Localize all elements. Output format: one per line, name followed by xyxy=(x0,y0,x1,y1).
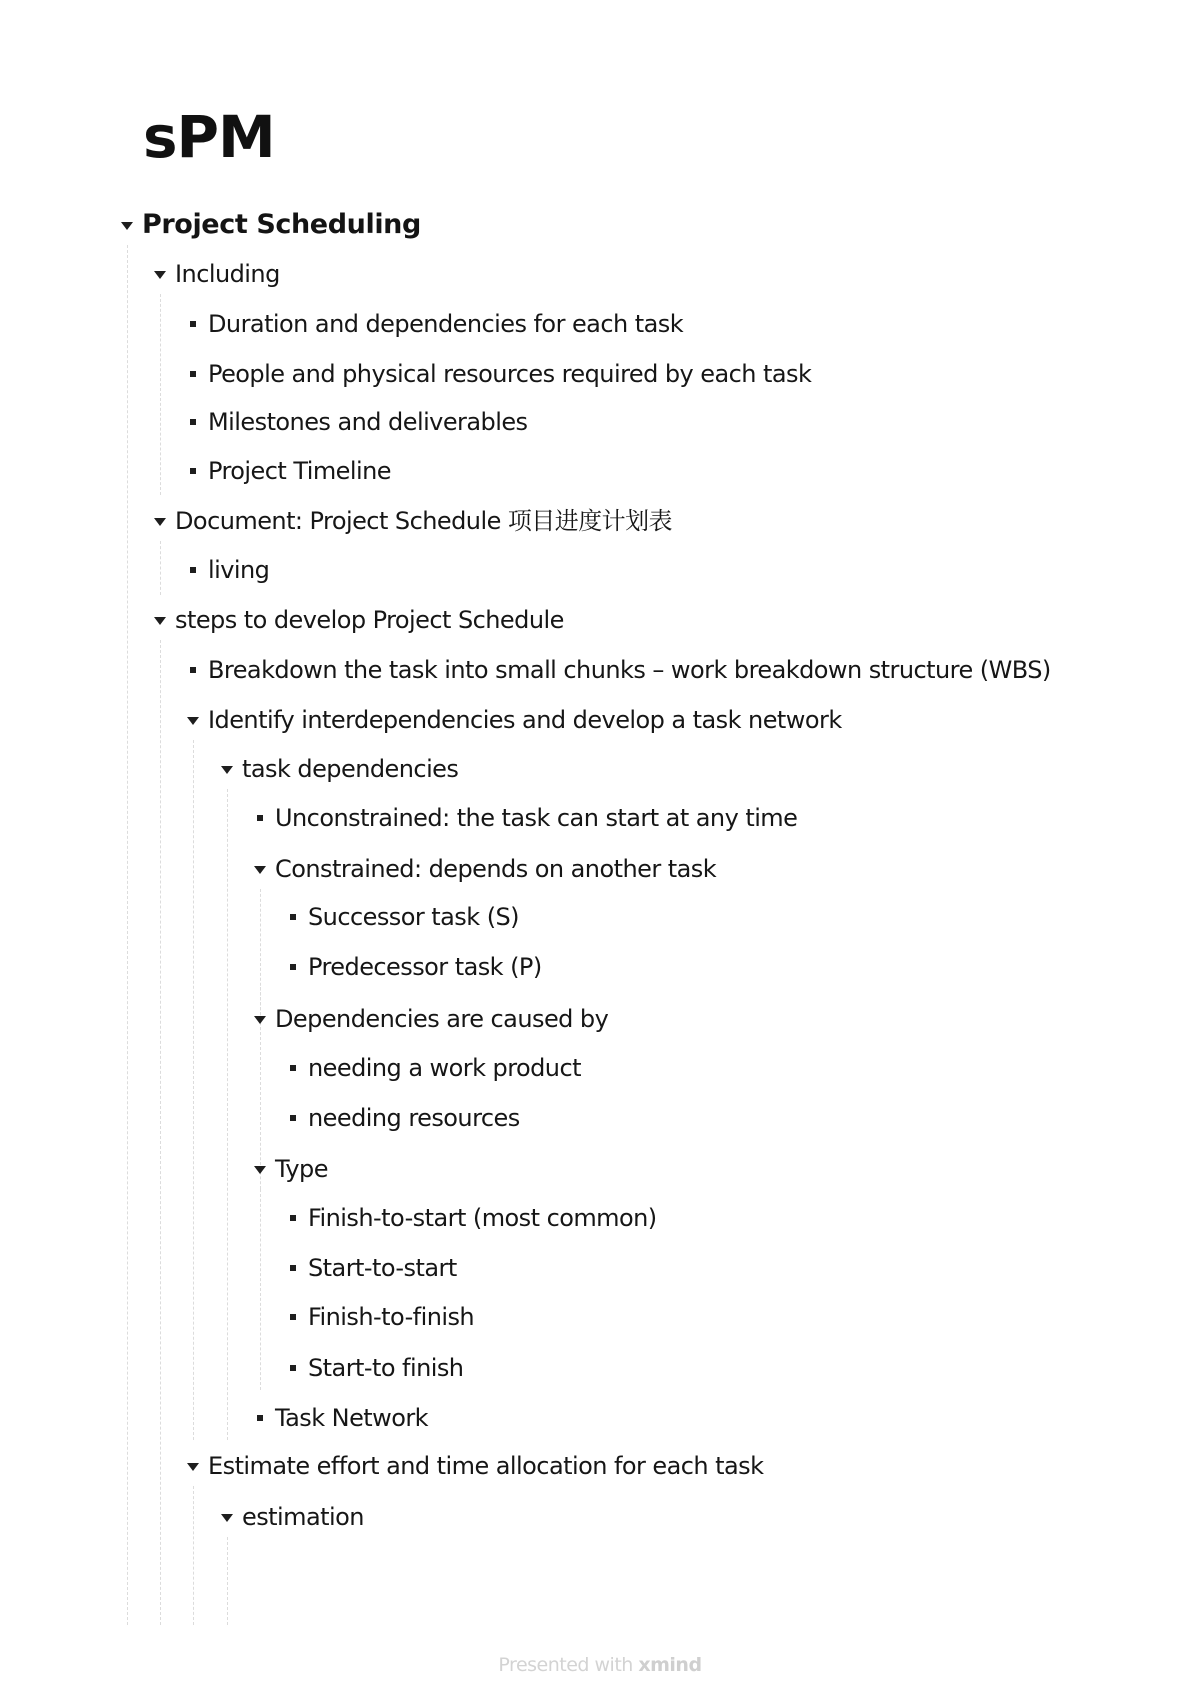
outline-topic-duration-and-dependencies-for-each-task[interactable] xyxy=(178,304,683,344)
triangle-down-icon xyxy=(254,1016,266,1024)
collapse-arrow-icon[interactable] xyxy=(112,221,142,230)
bullet-icon xyxy=(278,1314,308,1320)
square-bullet-icon xyxy=(190,468,196,474)
outline-topic-finish-to-finish[interactable] xyxy=(278,1297,474,1337)
outline-topic-unconstrained-the-task-can-start-at-any-[interactable] xyxy=(245,798,797,838)
topic-label: Document: Project Schedule 项目进度计划表 xyxy=(175,507,673,535)
collapse-arrow-icon[interactable] xyxy=(245,1015,275,1024)
topic-label: Including xyxy=(175,260,280,288)
square-bullet-icon xyxy=(190,419,196,425)
bullet-icon xyxy=(278,964,308,970)
triangle-down-icon xyxy=(187,1463,199,1471)
topic-label: Finish-to-start (most common) xyxy=(308,1204,657,1232)
outline-topic-estimate-effort-and-time-allocation-for-[interactable] xyxy=(178,1446,763,1486)
topic-label: Project Timeline xyxy=(208,457,391,485)
outline-guide-line xyxy=(127,245,128,1625)
outline-topic-including[interactable] xyxy=(145,254,280,294)
outline-topic-start-to-finish[interactable] xyxy=(278,1348,463,1388)
bullet-icon xyxy=(278,914,308,920)
square-bullet-icon xyxy=(290,1265,296,1271)
collapse-arrow-icon[interactable] xyxy=(212,765,242,774)
outline-topic-milestones-and-deliverables[interactable] xyxy=(178,402,528,442)
bullet-icon xyxy=(245,1415,275,1421)
square-bullet-icon xyxy=(290,964,296,970)
topic-label: Dependencies are caused by xyxy=(275,1005,609,1033)
outline-topic-living[interactable] xyxy=(178,550,269,590)
outline-guide-line xyxy=(227,1537,228,1625)
outline-topic-needing-a-work-product[interactable] xyxy=(278,1048,581,1088)
topic-label: Estimate effort and time allocation for each task xyxy=(208,1452,764,1480)
triangle-down-icon xyxy=(221,766,233,774)
outline-topic-constrained-depends-on-another-task[interactable] xyxy=(245,849,716,889)
square-bullet-icon xyxy=(190,321,196,327)
bullet-icon xyxy=(178,667,208,673)
topic-label: Task Network xyxy=(275,1404,429,1432)
square-bullet-icon xyxy=(290,1365,296,1371)
presented-with-footer xyxy=(0,1654,1200,1676)
collapse-arrow-icon[interactable] xyxy=(145,517,175,526)
triangle-down-icon xyxy=(221,1514,233,1522)
outline-guide-line xyxy=(160,640,161,1625)
topic-label: Breakdown the task into small chunks – work breakdown structure (WBS) xyxy=(208,656,1051,684)
topic-label: Predecessor task (P) xyxy=(308,953,542,981)
topic-label: Type xyxy=(275,1155,328,1183)
topic-label: Milestones and deliverables xyxy=(208,408,528,436)
outline-guide-line xyxy=(160,541,161,595)
topic-label: needing resources xyxy=(308,1104,520,1132)
footer-brand-logo: xmind xyxy=(638,1654,702,1676)
outline-topic-finish-to-start-most-common[interactable] xyxy=(278,1198,657,1238)
topic-label: Successor task (S) xyxy=(308,903,519,931)
topic-label: needing a work product xyxy=(308,1054,581,1082)
topic-label: living xyxy=(208,556,270,584)
triangle-down-icon xyxy=(154,271,166,279)
outline-topic-steps-to-develop-project-schedule[interactable] xyxy=(145,600,564,640)
outline-topic-identify-interdependencies-and-develop-a[interactable] xyxy=(178,700,842,740)
outline-topic-needing-resources[interactable] xyxy=(278,1098,520,1138)
topic-label: Duration and dependencies for each task xyxy=(208,310,684,338)
topic-label: estimation xyxy=(242,1503,364,1531)
square-bullet-icon xyxy=(290,1215,296,1221)
outline-topic-successor-task-s[interactable] xyxy=(278,897,519,937)
triangle-down-icon xyxy=(154,617,166,625)
bullet-icon xyxy=(178,468,208,474)
outline-topic-predecessor-task-p[interactable] xyxy=(278,947,542,987)
bullet-icon xyxy=(278,1065,308,1071)
collapse-arrow-icon[interactable] xyxy=(178,716,208,725)
bullet-icon xyxy=(178,371,208,377)
topic-label: Project Scheduling xyxy=(142,209,421,240)
outline-topic-estimation[interactable] xyxy=(212,1497,364,1537)
collapse-arrow-icon[interactable] xyxy=(245,865,275,874)
bullet-icon xyxy=(178,419,208,425)
collapse-arrow-icon[interactable] xyxy=(245,1165,275,1174)
triangle-down-icon xyxy=(154,518,166,526)
topic-label: People and physical resources required by each task xyxy=(208,360,812,388)
topic-label: Identify interdependencies and develop a task network xyxy=(208,706,842,734)
bullet-icon xyxy=(178,567,208,573)
bullet-icon xyxy=(278,1115,308,1121)
square-bullet-icon xyxy=(257,815,263,821)
square-bullet-icon xyxy=(290,1115,296,1121)
outline-topic-dependencies-are-caused-by[interactable] xyxy=(245,999,608,1039)
bullet-icon xyxy=(278,1215,308,1221)
topic-label: Start-to finish xyxy=(308,1354,464,1382)
triangle-down-icon xyxy=(254,1166,266,1174)
footer-prefix: Presented with xyxy=(498,1654,633,1676)
square-bullet-icon xyxy=(290,1065,296,1071)
outline-topic-people-and-physical-resources-required-b[interactable] xyxy=(178,354,811,394)
square-bullet-icon xyxy=(190,667,196,673)
topic-label: Finish-to-finish xyxy=(308,1303,475,1331)
bullet-icon xyxy=(278,1365,308,1371)
square-bullet-icon xyxy=(257,1415,263,1421)
square-bullet-icon xyxy=(190,371,196,377)
triangle-down-icon xyxy=(187,717,199,725)
outline-guide-line xyxy=(193,1486,194,1625)
square-bullet-icon xyxy=(290,1314,296,1320)
outline-topic-project-timeline[interactable] xyxy=(178,451,391,491)
outline-topic-type[interactable] xyxy=(245,1149,328,1189)
topic-label: Unconstrained: the task can start at any time xyxy=(275,804,798,832)
outline-topic-breakdown-the-task-into-small-chunks-wor[interactable] xyxy=(178,650,1051,690)
bullet-icon xyxy=(178,321,208,327)
topic-label: task dependencies xyxy=(242,755,459,783)
triangle-down-icon xyxy=(121,222,133,230)
topic-label: Start-to-start xyxy=(308,1254,457,1282)
collapse-arrow-icon[interactable] xyxy=(145,616,175,625)
topic-label: steps to develop Project Schedule xyxy=(175,606,564,634)
collapse-arrow-icon[interactable] xyxy=(212,1513,242,1522)
outline-topic-start-to-start[interactable] xyxy=(278,1248,457,1288)
document-title: sPM xyxy=(143,103,275,171)
square-bullet-icon xyxy=(190,567,196,573)
outline-guide-line xyxy=(260,1189,261,1390)
bullet-icon xyxy=(278,1265,308,1271)
topic-label: Constrained: depends on another task xyxy=(275,855,717,883)
collapse-arrow-icon[interactable] xyxy=(145,270,175,279)
bullet-icon xyxy=(245,815,275,821)
outline-topic-task-dependencies[interactable] xyxy=(212,749,458,789)
outline-topic-project-scheduling[interactable] xyxy=(112,205,421,245)
outline-guide-line xyxy=(227,789,228,1440)
collapse-arrow-icon[interactable] xyxy=(178,1462,208,1471)
square-bullet-icon xyxy=(290,914,296,920)
outline-guide-line xyxy=(160,294,161,495)
outline-guide-line xyxy=(193,740,194,1440)
triangle-down-icon xyxy=(254,866,266,874)
outline-topic-document-project-schedule[interactable] xyxy=(145,501,672,541)
outline-topic-task-network[interactable] xyxy=(245,1398,428,1438)
